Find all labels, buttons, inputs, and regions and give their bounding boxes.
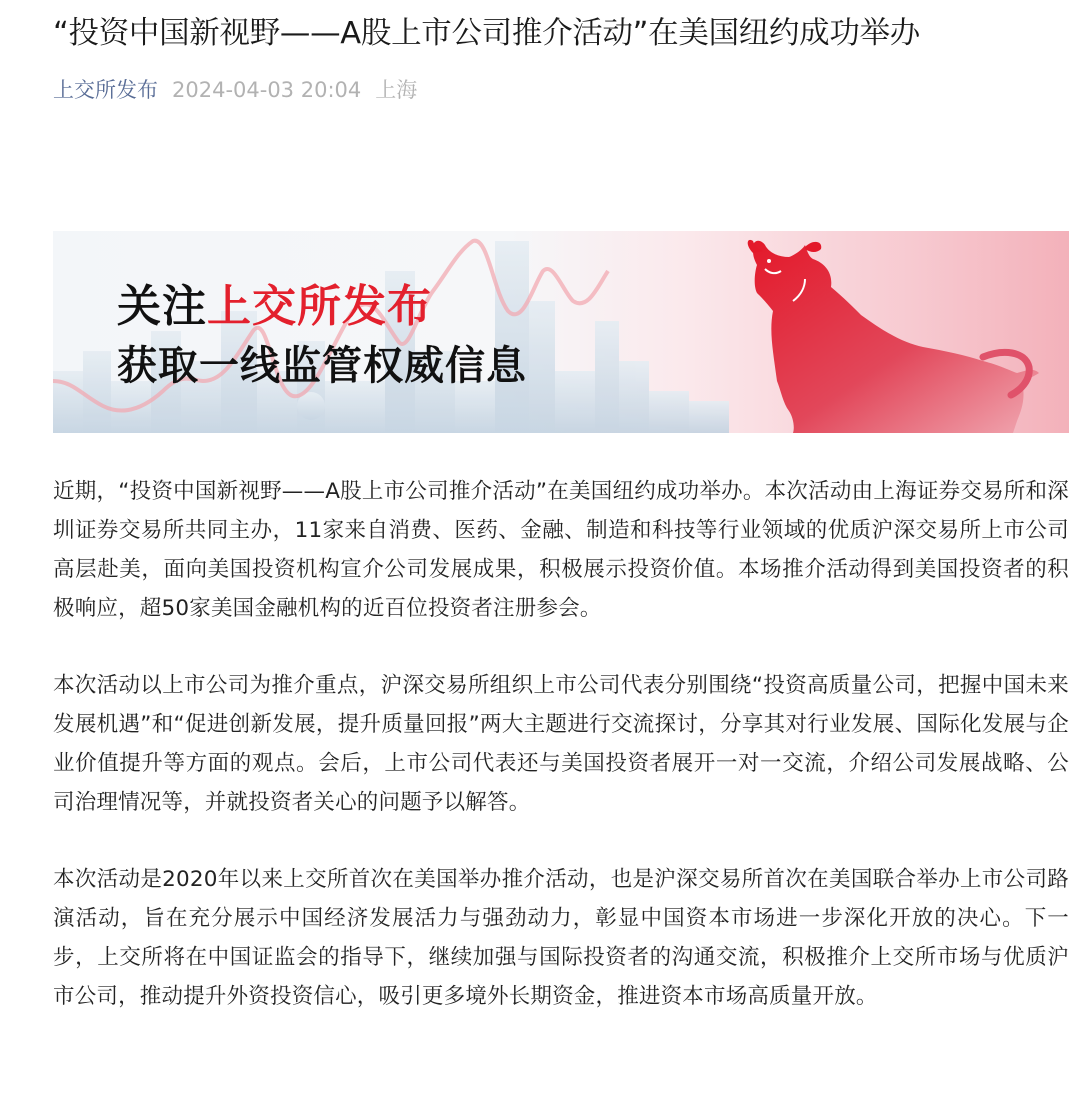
- article-meta: [53, 74, 417, 106]
- body-paragraph: 近期，“投资中国新视野——A股上市公司推介活动”在美国纽约成功举办。本次活动由上海证券交易所和深圳证券交易所共同主办，11家来自消费、医药、金融、制造和科技等行业领域的优质沪深交易所上市公司高层赴美，面向美国投资机构宣介公司发展成果，积极展示投资价值。本场推介活动得到美国投资者的积极响应，超50家美国金融机构的近百位投资者注册参会。: [53, 479, 1069, 621]
- banner-headline: [117, 281, 432, 333]
- article-body: [53, 472, 1069, 1054]
- banner-subheadline: 获取一线监管权威信息: [117, 343, 527, 389]
- source-account-link[interactable]: 上交所发布: [53, 78, 158, 102]
- city-skyline-icon: [53, 241, 729, 433]
- banner-headline-highlight: 上交所发布: [207, 281, 432, 332]
- article-title: “投资中国新视野——A股上市公司推介活动”在美国纽约成功举办: [53, 16, 920, 51]
- banner-headline-prefix: 关注: [117, 281, 207, 332]
- body-paragraph: 本次活动是2020年以来上交所首次在美国举办推介活动，也是沪深交易所首次在美国联合举办上市公司路演活动，旨在充分展示中国经济发展活力与强劲动力，彰显中国资本市场进一步深化开放的决心。下一步，上交所将在中国证监会的指导下，继续加强与国际投资者的沟通交流，积极推介上交所市场与优质沪市公司，推动提升外资投资信心，吸引更多境外长期资金，推进资本市场高质量开放。: [53, 867, 1069, 1009]
- publish-location: 上海: [375, 78, 418, 102]
- publish-time: 2024-04-03 20:04: [172, 78, 362, 102]
- body-paragraph: 本次活动以上市公司为推介重点，沪深交易所组织上市公司代表分别围绕“投资高质量公司，把握中国未来发展机遇”和“促进创新发展，提升质量回报”两大主题进行交流探讨，分享其对行业发展、国际化发展与企业价值提升等方面的观点。会后，上市公司代表还与美国投资者展开一对一交流，介绍公司发展战略、公司治理情况等，并就投资者关心的问题予以解答。: [53, 673, 1069, 815]
- bull-icon: [748, 240, 1039, 433]
- follow-banner-image: [53, 231, 1069, 433]
